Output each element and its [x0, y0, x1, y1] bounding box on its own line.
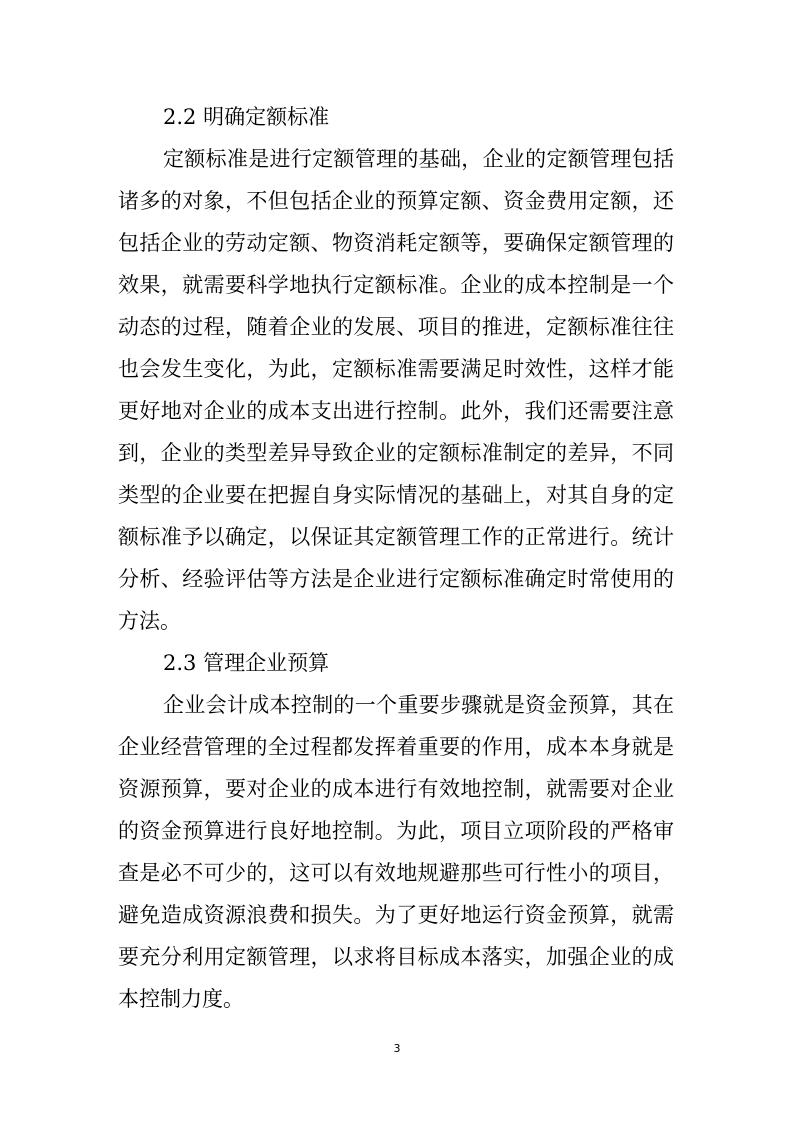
section-heading-2-3: 2.3 管理企业预算	[163, 651, 330, 675]
paragraph-line: 要充分利用定额管理，以求将目标成本落实，加强企业的成	[118, 945, 674, 969]
paragraph-line: 避免造成资源浪费和损失。为了更好地运行资金预算，就需	[118, 903, 674, 927]
paragraph-line: 企业会计成本控制的一个重要步骤就是资金预算，其在	[163, 693, 674, 717]
paragraph-line: 方法。	[118, 609, 181, 633]
paragraph-line: 类型的企业要在把握自身实际情况的基础上，对其自身的定	[118, 483, 674, 507]
paragraph-line: 效果，就需要科学地执行定额标准。企业的成本控制是一个	[118, 273, 674, 297]
paragraph-line: 本控制力度。	[118, 987, 244, 1011]
page-number: 3	[393, 1042, 401, 1055]
paragraph-line: 额标准予以确定，以保证其定额管理工作的正常进行。统计	[118, 525, 674, 549]
paragraph-line: 分析、经验评估等方法是企业进行定额标准确定时常使用的	[118, 567, 674, 591]
paragraph-line: 动态的过程，随着企业的发展、项目的推进，定额标准往往	[118, 315, 674, 339]
paragraph-line: 查是必不可少的，这可以有效地规避那些可行性小的项目，	[118, 861, 674, 885]
paragraph-line: 诸多的对象，不但包括企业的预算定额、资金费用定额，还	[118, 189, 674, 213]
paragraph-line: 也会发生变化，为此，定额标准需要满足时效性，这样才能	[118, 357, 674, 381]
paragraph-line: 资源预算，要对企业的成本进行有效地控制，就需要对企业	[118, 777, 674, 801]
paragraph-line: 定额标准是进行定额管理的基础，企业的定额管理包括	[163, 147, 674, 171]
paragraph-line: 企业经营管理的全过程都发挥着重要的作用，成本本身就是	[118, 735, 674, 759]
paragraph-line: 更好地对企业的成本支出进行控制。此外，我们还需要注意	[118, 399, 674, 423]
paragraph-line: 到，企业的类型差异导致企业的定额标准制定的差异，不同	[118, 441, 674, 465]
section-heading-2-2: 2.2 明确定额标准	[163, 105, 330, 129]
paragraph-line: 包括企业的劳动定额、物资消耗定额等，要确保定额管理的	[118, 231, 674, 255]
paragraph-line: 的资金预算进行良好地控制。为此，项目立项阶段的严格审	[118, 819, 674, 843]
